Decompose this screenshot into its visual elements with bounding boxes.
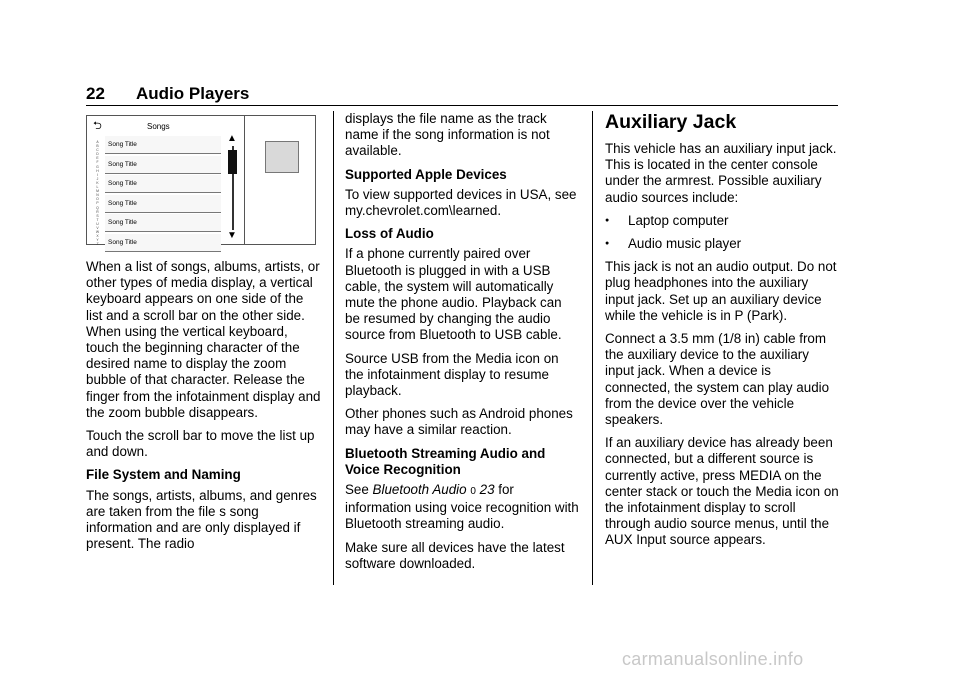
screen-title: Songs: [147, 122, 170, 131]
list-item: Song Title: [105, 214, 221, 232]
column-1: [86, 111, 321, 559]
bullet-icon: ●: [605, 240, 610, 248]
list-item: Song Title: [105, 156, 221, 174]
paragraph: Other phones such as Android phones may have a similar reaction.: [345, 406, 573, 438]
page-reference[interactable]: 23: [479, 482, 495, 498]
scroll-down-icon: ▼: [227, 230, 237, 241]
list-item: Song Title: [105, 136, 221, 154]
subheading: Bluetooth Streaming Audio and Voice Recognition: [345, 445, 546, 477]
page-number: 22: [86, 84, 105, 103]
watermark: carmanualsonline.info: [622, 649, 804, 669]
paragraph: Make sure all devices have the latest software downloaded.: [345, 539, 565, 571]
paragraph: To view supported devices in USA, see my.chevrolet.com\learned.: [345, 186, 577, 219]
album-art-placeholder: [265, 141, 299, 173]
bullet-icon: ●: [605, 216, 610, 224]
paragraph: Touch the scroll bar to move the list up and down.: [86, 428, 315, 460]
paragraph: If a phone currently paired over Bluetooth is plugged in with a USB cable, the system will automatically mute the phone audio. Playback can be resumed by changing the audio source from Bluetooth to USB cable.: [345, 246, 562, 343]
scroll-up-icon: ▲: [227, 133, 237, 144]
subheading: Loss of Audio: [345, 226, 434, 242]
scroll-bar: [227, 133, 239, 241]
songs-screen-figure: [86, 115, 316, 245]
paragraph: When a list of songs, albums, artists, or other types of media display, a vertical keyboard appears on one side of the list and a scroll bar on the other side. When using the vertical keyboard, touch the beginning character of the desired name to display the zoom bubble of that character. Release the finger from the infotainment display and the zoom bubble disappears.: [86, 259, 321, 420]
section-title: Audio Players: [136, 84, 250, 103]
column-divider-2: [592, 111, 593, 585]
back-arrow-icon: ⮌: [93, 120, 102, 132]
list-item: ● Laptop computer: [605, 212, 729, 228]
list-item: Song Title: [105, 234, 221, 252]
paragraph: The songs, artists, albums, and genres are taken from the file s song information and are only displayed if present. The radio: [86, 487, 317, 552]
song-list: [105, 136, 221, 253]
column-divider-1: [333, 111, 334, 585]
page-reference-icon: 0: [470, 486, 476, 498]
paragraph: This jack is not an audio output. Do not plug headphones into the auxiliary input jack. Set up an auxiliary device while the vehicle is in P (Park).: [605, 259, 837, 323]
paragraph: Source USB from the Media icon on the infotainment display to resume playback.: [345, 350, 559, 399]
column-2: [345, 111, 580, 579]
paragraph: If an auxiliary device has already been connected, but a different source is currently active, press MEDIA on the center stack or touch the Media icon on the infotainment display to scroll through audio source menus, until the AUX Input source appears.: [605, 435, 839, 548]
paragraph: displays the file name as the track name if the song information is not available.: [345, 111, 550, 159]
paragraph: This vehicle has an auxiliary input jack. This is located in the center console under the armrest. Possible auxiliary audio sources include:: [605, 141, 837, 205]
screen-divider: [244, 116, 245, 244]
header-rule: [86, 105, 838, 106]
section-heading: Auxiliary Jack: [605, 111, 737, 133]
subheading: Supported Apple Devices: [345, 166, 507, 182]
subheading: File System and Naming: [86, 467, 241, 483]
list-item: ● Audio music player: [605, 236, 742, 252]
column-3: [605, 111, 840, 556]
scroll-thumb: [228, 150, 237, 174]
list-item: Song Title: [105, 175, 221, 193]
paragraph: Connect a 3.5 mm (1/8 in) cable from the auxiliary device to the auxiliary input jack. When a device is connected, the system can play audio from the device over the vehicle speakers.: [605, 331, 830, 428]
list-item: Song Title: [105, 195, 221, 213]
cross-reference-link[interactable]: Bluetooth Audio: [372, 482, 467, 498]
paragraph: See Bluetooth Audio 0 23 for information using voice recognition with Bluetooth streaming audio.: [345, 482, 579, 532]
vertical-keyboard: A B C D E F G H I J K L M N O P Q R S T U V W X Y Z: [95, 140, 100, 247]
